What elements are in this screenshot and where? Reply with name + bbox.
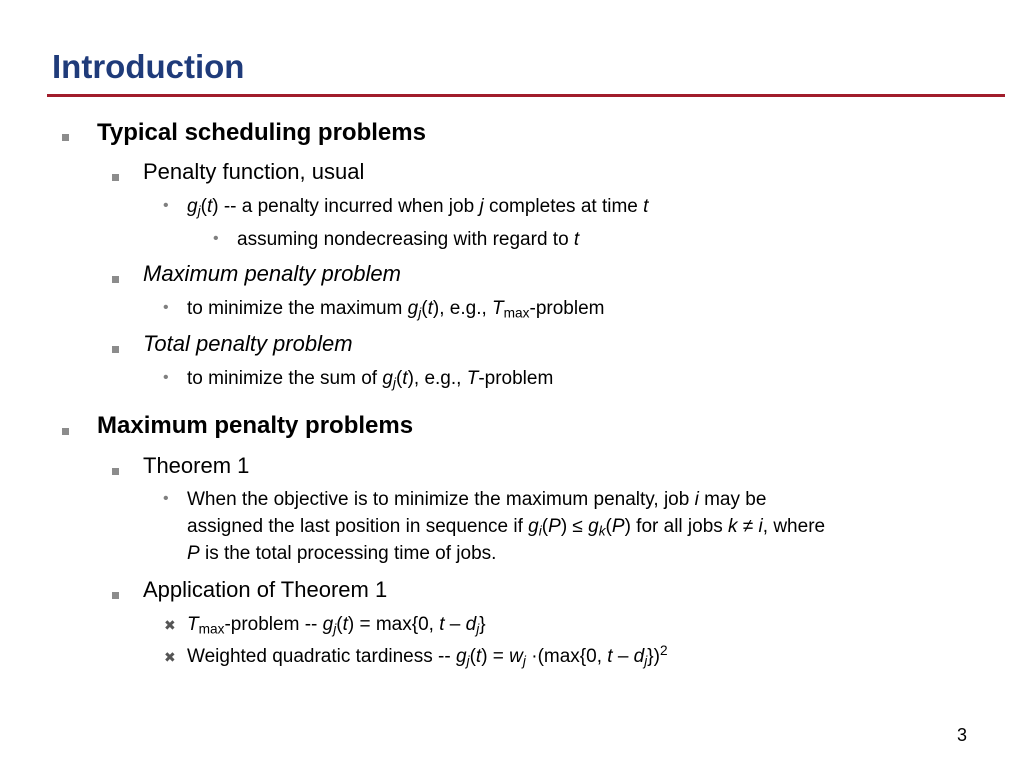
square-bullet-icon	[62, 422, 69, 440]
dot-bullet-icon: •	[163, 490, 169, 507]
section-heading-maximum: Maximum penalty problems	[97, 412, 414, 439]
cross-bullet-icon: ✖	[164, 617, 176, 633]
slide-title: Introduction	[52, 48, 245, 85]
bullet-total-penalty: Total penalty problem	[143, 331, 353, 356]
bullet-minimize-sum: to minimize the sum of $g_j(t)$, e.g., T-problem	[187, 368, 554, 391]
dot-bullet-icon: •	[163, 197, 169, 214]
square-bullet-icon	[112, 270, 119, 288]
square-bullet-icon	[112, 462, 119, 480]
square-bullet-icon	[62, 128, 69, 146]
bullet-application: Application of Theorem 1	[143, 577, 388, 602]
cross-bullet-icon: ✖	[164, 649, 176, 665]
bullet-tmax-problem: $T_{max}$-problem -- $g_j(t) = \max\{0$, t – $d_j$}	[187, 614, 486, 637]
theorem-statement-line-3: P is the total processing time of jobs.	[187, 543, 497, 564]
bullet-maximum-penalty: Maximum penalty problem	[143, 261, 401, 286]
section-heading-typical: Typical scheduling problems	[97, 119, 426, 146]
square-bullet-icon	[112, 168, 119, 186]
theorem-statement-line-1: When the objective is to minimize the maximum penalty, job i may be	[187, 489, 767, 510]
dot-bullet-icon: •	[213, 230, 219, 247]
dot-bullet-icon: •	[163, 369, 169, 386]
bullet-theorem: Theorem 1	[143, 453, 250, 478]
title-divider	[47, 94, 1005, 97]
bullet-assuming: assuming nondecreasing with regard to t	[237, 229, 580, 250]
dot-bullet-icon: •	[163, 299, 169, 316]
bullet-minimize-maximum: to minimize the maximum $g_j(t)$, e.g., $T_{max}$-problem	[187, 298, 605, 321]
page-number: 3	[956, 725, 967, 745]
bullet-gjt-definition: $g_j(t)$ -- a penalty incurred when job j completes at time t	[187, 196, 649, 219]
bullet-penalty-function: Penalty function, usual	[143, 159, 365, 184]
bullet-weighted-tardiness: Weighted quadratic tardiness -- $g_j(t) = w_j \cdot(\max\{0$, t – $d_j\})^2$	[187, 643, 668, 669]
square-bullet-icon	[112, 340, 119, 358]
square-bullet-icon	[112, 586, 119, 604]
theorem-statement-line-2: assigned the last position in sequence if $g_i(P) \le g_k(P)$ for all jobs k ≠ i, where	[187, 516, 826, 539]
